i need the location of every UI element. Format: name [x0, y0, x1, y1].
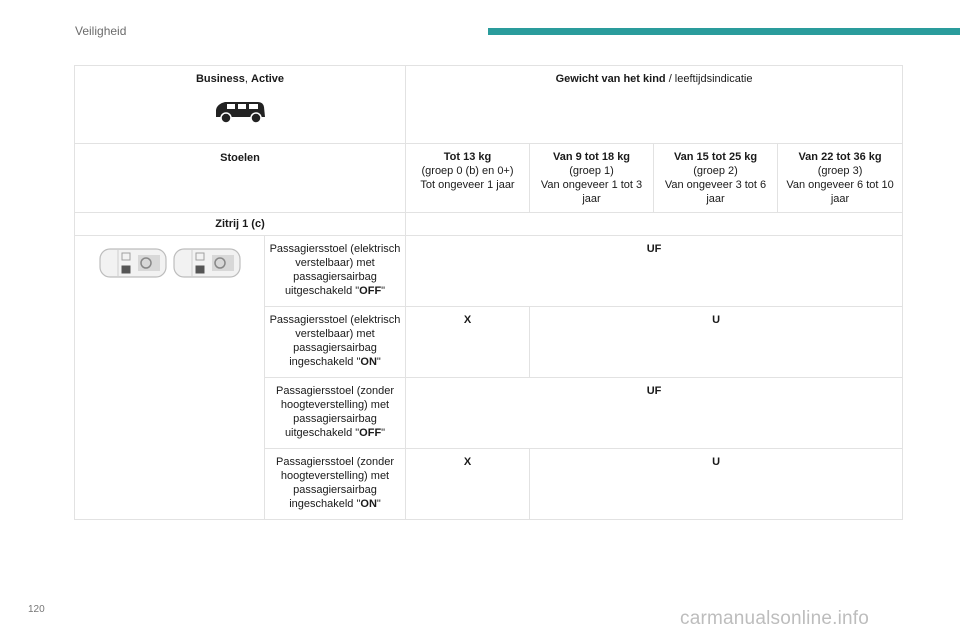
group-name: (groep 3) — [817, 165, 863, 177]
group-weight: Van 15 tot 25 kg — [673, 151, 758, 163]
group-cell-0 — [406, 144, 530, 213]
group-cell-1 — [530, 144, 654, 213]
group-age: Tot ongeveer 1 jaar — [420, 179, 515, 191]
seat-value-group0: X — [406, 449, 530, 520]
airbag-state: ON — [360, 356, 377, 368]
seat-value-groups-1-3: U — [530, 449, 903, 520]
seat-desc-text: Passagiersstoel (elektrisch verstelbaar) met passagiersairbag uitgeschakeld " — [269, 243, 401, 297]
quote-end: " — [381, 285, 386, 297]
airbag-state: OFF — [359, 427, 382, 439]
child-weight-title: Gewicht van het kind — [555, 73, 666, 85]
header-accent-bar — [488, 28, 960, 35]
vehicle-version-cell — [75, 66, 406, 144]
seat-desc-text: Passagiersstoel (elektrisch verstelbaar) met passagiersairbag ingeschakeld " — [269, 314, 401, 368]
car-top-view-icon — [172, 246, 242, 280]
seats-label: Stoelen — [75, 144, 406, 213]
seat-diagram-cell — [75, 236, 265, 520]
section-row-empty — [406, 213, 903, 236]
airbag-state: OFF — [359, 285, 382, 297]
group-age: Van ongeveer 1 tot 3 jaar — [540, 179, 643, 205]
group-cell-3 — [778, 144, 903, 213]
table-row-section — [75, 213, 903, 236]
group-age: Van ongeveer 3 tot 6 jaar — [664, 179, 767, 205]
version-business: Business — [195, 73, 245, 85]
seat-description — [265, 449, 406, 520]
table-row-seats — [75, 144, 903, 213]
version-separator: , — [244, 73, 252, 85]
seat-value: UF — [406, 378, 903, 449]
seat-description — [265, 378, 406, 449]
group-weight: Van 22 tot 36 kg — [798, 151, 882, 163]
group-cell-2 — [654, 144, 778, 213]
quote-end: " — [376, 498, 381, 510]
quote-end: " — [381, 427, 386, 439]
watermark: carmanualsonline.info — [680, 608, 870, 629]
seat-value-group0: X — [406, 307, 530, 378]
child-weight-header-cell — [406, 66, 903, 144]
table-header-row — [75, 66, 903, 144]
section-title: Veiligheid — [75, 24, 127, 38]
quote-end: " — [376, 356, 381, 368]
group-name: (groep 2) — [693, 165, 738, 177]
page-number: 120 — [28, 604, 45, 615]
car-top-view-icon — [98, 246, 168, 280]
seat-desc-text: Passagiersstoel (zonder hoogteverstelling) met passagiersairbag ingeschakeld " — [276, 456, 395, 510]
airbag-state: ON — [360, 498, 377, 510]
seat-description — [265, 307, 406, 378]
table-row — [75, 236, 903, 307]
version-active: Active — [251, 73, 285, 85]
group-weight: Van 9 tot 18 kg — [553, 151, 631, 163]
child-seat-table — [74, 65, 903, 520]
child-age-title: / leeftijdsindicatie — [665, 73, 753, 85]
group-name: (groep 1) — [569, 165, 614, 177]
group-age: Van ongeveer 6 tot 10 jaar — [786, 179, 894, 205]
seat-desc-text: Passagiersstoel (zonder hoogteverstelling) met passagiersairbag uitgeschakeld " — [276, 385, 395, 439]
group-name: (groep 0 (b) en 0+) — [421, 165, 514, 177]
section-row-label: Zitrij 1 (c) — [75, 213, 406, 236]
group-weight: Tot 13 kg — [443, 151, 492, 163]
van-icon — [210, 98, 270, 124]
seat-description — [265, 236, 406, 307]
seat-value: UF — [406, 236, 903, 307]
seat-value-groups-1-3: U — [530, 307, 903, 378]
